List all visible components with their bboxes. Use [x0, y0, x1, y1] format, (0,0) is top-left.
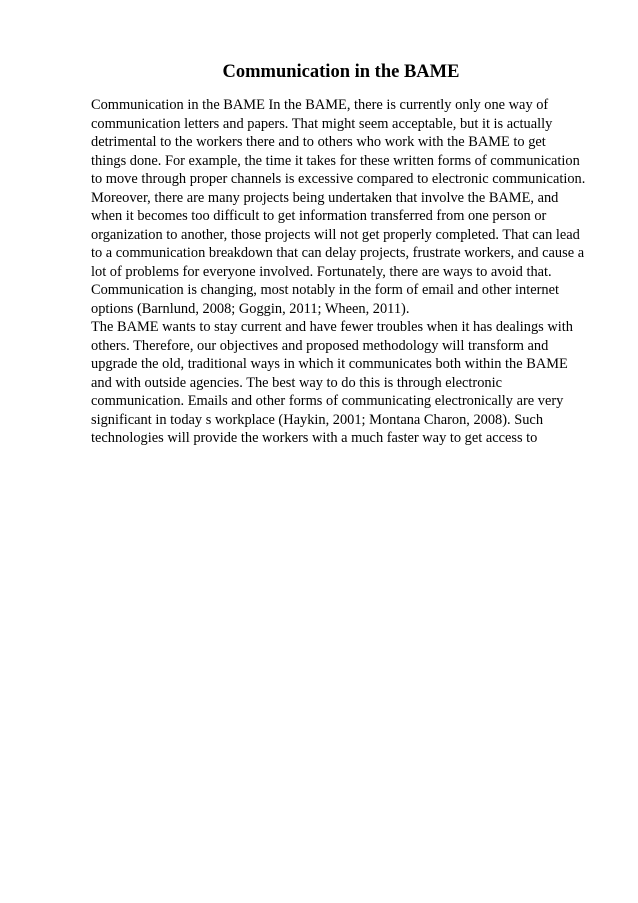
- text-line: detrimental to the workers there and to others who work with the BAME to get: [91, 134, 546, 150]
- text-line: significant in today s workplace (Haykin, 2001; Montana Charon, 2008). Such: [91, 411, 544, 428]
- text-line: to a communication breakdown that can delay projects, frustrate workers, and cause a: [91, 245, 585, 261]
- document-body: [91, 96, 601, 448]
- text-line: upgrade the old, traditional ways in which it communicates both within the BAME: [91, 356, 568, 372]
- document-title: Communication in the BAME: [222, 62, 460, 82]
- text-line: options (Barnlund, 2008; Goggin, 2011; Wheen, 2011).: [91, 300, 410, 317]
- text-line: communication. Emails and other forms of communicating electronically are very: [91, 393, 564, 409]
- text-line: organization to another, those projects will not get properly completed. That can lead: [91, 226, 580, 243]
- paragraph-2: [91, 318, 601, 448]
- text-line: Moreover, there are many projects being undertaken that involve the BAME, and: [91, 189, 559, 206]
- text-line: Communication in the BAME In the BAME, there is currently only one way of: [91, 97, 549, 113]
- text-line: and with outside agencies. The best way to do this is through electronic: [91, 374, 502, 391]
- paragraph-1: [91, 96, 601, 318]
- text-line: when it becomes too difficult to get information transferred from one person or: [91, 208, 547, 224]
- text-line: things done. For example, the time it takes for these written forms of communication: [91, 152, 580, 169]
- text-line: technologies will provide the workers with a much faster way to get access to: [91, 430, 538, 446]
- text-line: others. Therefore, our objectives and proposed methodology will transform and: [91, 337, 549, 354]
- text-line: communication letters and papers. That might seem acceptable, but it is actually: [91, 115, 553, 132]
- text-line: to move through proper channels is excessive compared to electronic communication.: [91, 171, 586, 187]
- text-line: Communication is changing, most notably in the form of email and other internet: [91, 282, 559, 298]
- text-line: lot of problems for everyone involved. Fortunately, there are ways to avoid that.: [91, 263, 552, 280]
- text-line: The BAME wants to stay current and have fewer troubles when it has dealings with: [91, 319, 573, 335]
